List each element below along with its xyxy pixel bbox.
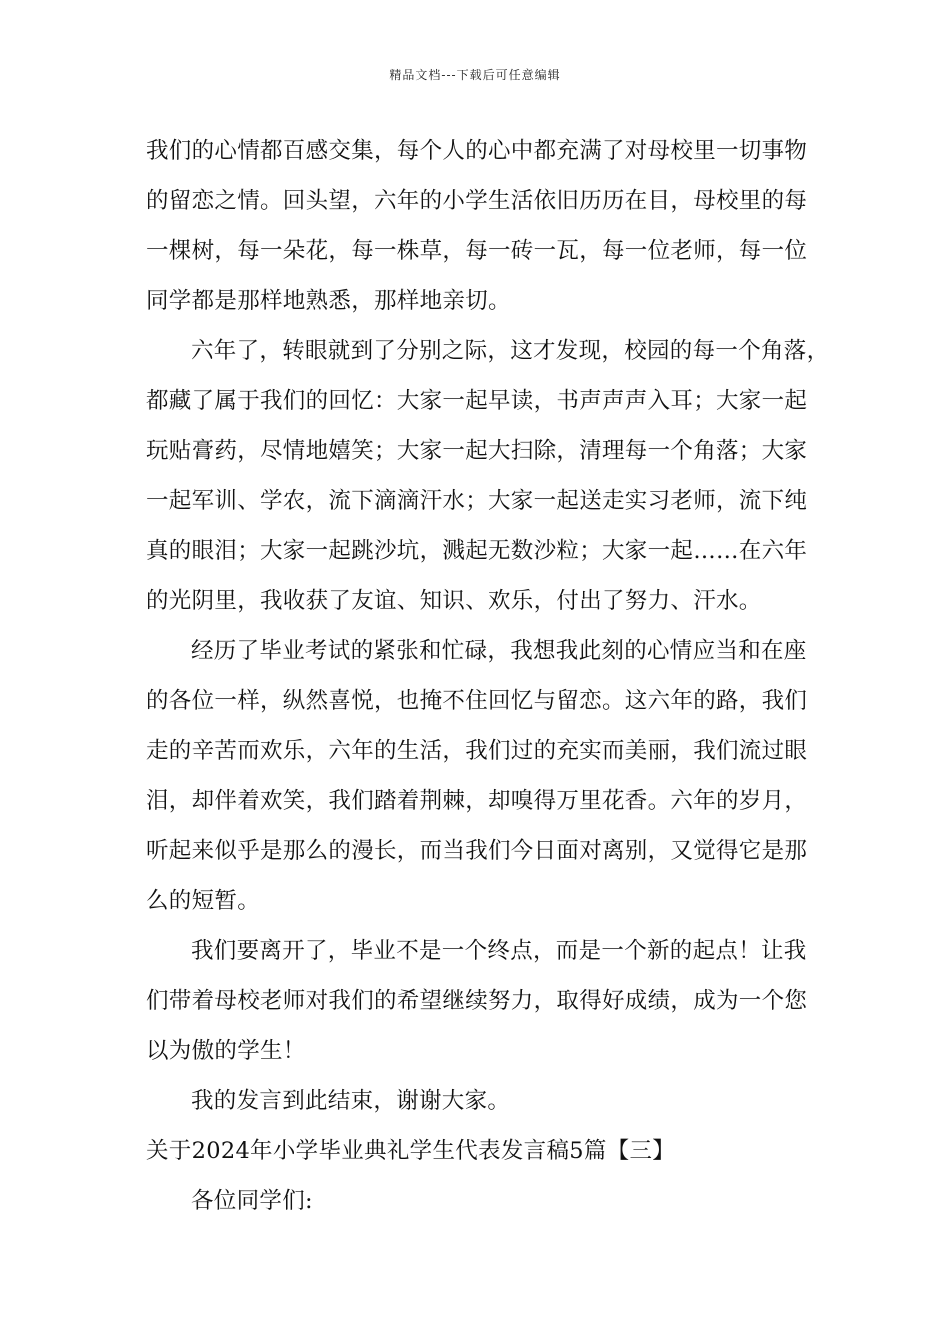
text-line: 我们的心情都百感交集，每个人的心中都充满了对母校里一切事物 bbox=[146, 138, 808, 164]
text-line: 泪，却伴着欢笑，我们踏着荆棘，却嗅得万里花香。六年的岁月， bbox=[146, 788, 808, 814]
text-line: 一起军训、学农，流下滴滴汗水；大家一起送走实习老师，流下纯 bbox=[146, 488, 808, 514]
salutation-line: 各位同学们: bbox=[191, 1188, 313, 1214]
text-line: 真的眼泪；大家一起跳沙坑，溅起无数沙粒；大家一起……在六年 bbox=[146, 538, 808, 564]
text-line: 的光阴里，我收获了友谊、知识、欢乐，付出了努力、汗水。 bbox=[146, 588, 762, 614]
paragraph-start-line: 六年了，转眼就到了分别之际，这才发现，校园的每一个角落， bbox=[191, 338, 830, 364]
section-heading: 关于2024年小学毕业典礼学生代表发言稿5篇【三】 bbox=[146, 1138, 676, 1164]
paragraph-start-line: 经历了毕业考试的紧张和忙碌，我想我此刻的心情应当和在座 bbox=[191, 638, 807, 664]
text-line: 的各位一样，纵然喜悦，也掩不住回忆与留恋。这六年的路，我们 bbox=[146, 688, 808, 714]
text-line: 们带着母校老师对我们的希望继续努力，取得好成绩，成为一个您 bbox=[146, 988, 808, 1014]
text-line: 么的短暂。 bbox=[146, 888, 261, 914]
text-line: 听起来似乎是那么的漫长，而当我们今日面对离别，又觉得它是那 bbox=[146, 838, 808, 864]
page-header: 精品文档---下载后可任意编辑 bbox=[389, 68, 561, 82]
document-body bbox=[146, 131, 830, 1231]
text-line: 都藏了属于我们的回忆：大家一起早读，书声声声入耳；大家一起 bbox=[146, 388, 808, 414]
text-line: 走的辛苦而欢乐，六年的生活，我们过的充实而美丽，我们流过眼 bbox=[146, 738, 808, 764]
text-line: 玩贴膏药，尽情地嬉笑；大家一起大扫除，清理每一个角落；大家 bbox=[146, 438, 808, 464]
paragraph-start-line: 我的发言到此结束，谢谢大家。 bbox=[191, 1088, 511, 1114]
text-line: 的留恋之情。回头望，六年的小学生活依旧历历在目，母校里的每 bbox=[146, 188, 808, 214]
paragraph-start-line: 我们要离开了，毕业不是一个终点，而是一个新的起点！让我 bbox=[191, 938, 807, 964]
text-line: 一棵树，每一朵花，每一株草，每一砖一瓦，每一位老师，每一位 bbox=[146, 238, 808, 264]
text-line: 同学都是那样地熟悉，那样地亲切。 bbox=[146, 288, 511, 314]
text-line: 以为傲的学生！ bbox=[146, 1038, 306, 1064]
